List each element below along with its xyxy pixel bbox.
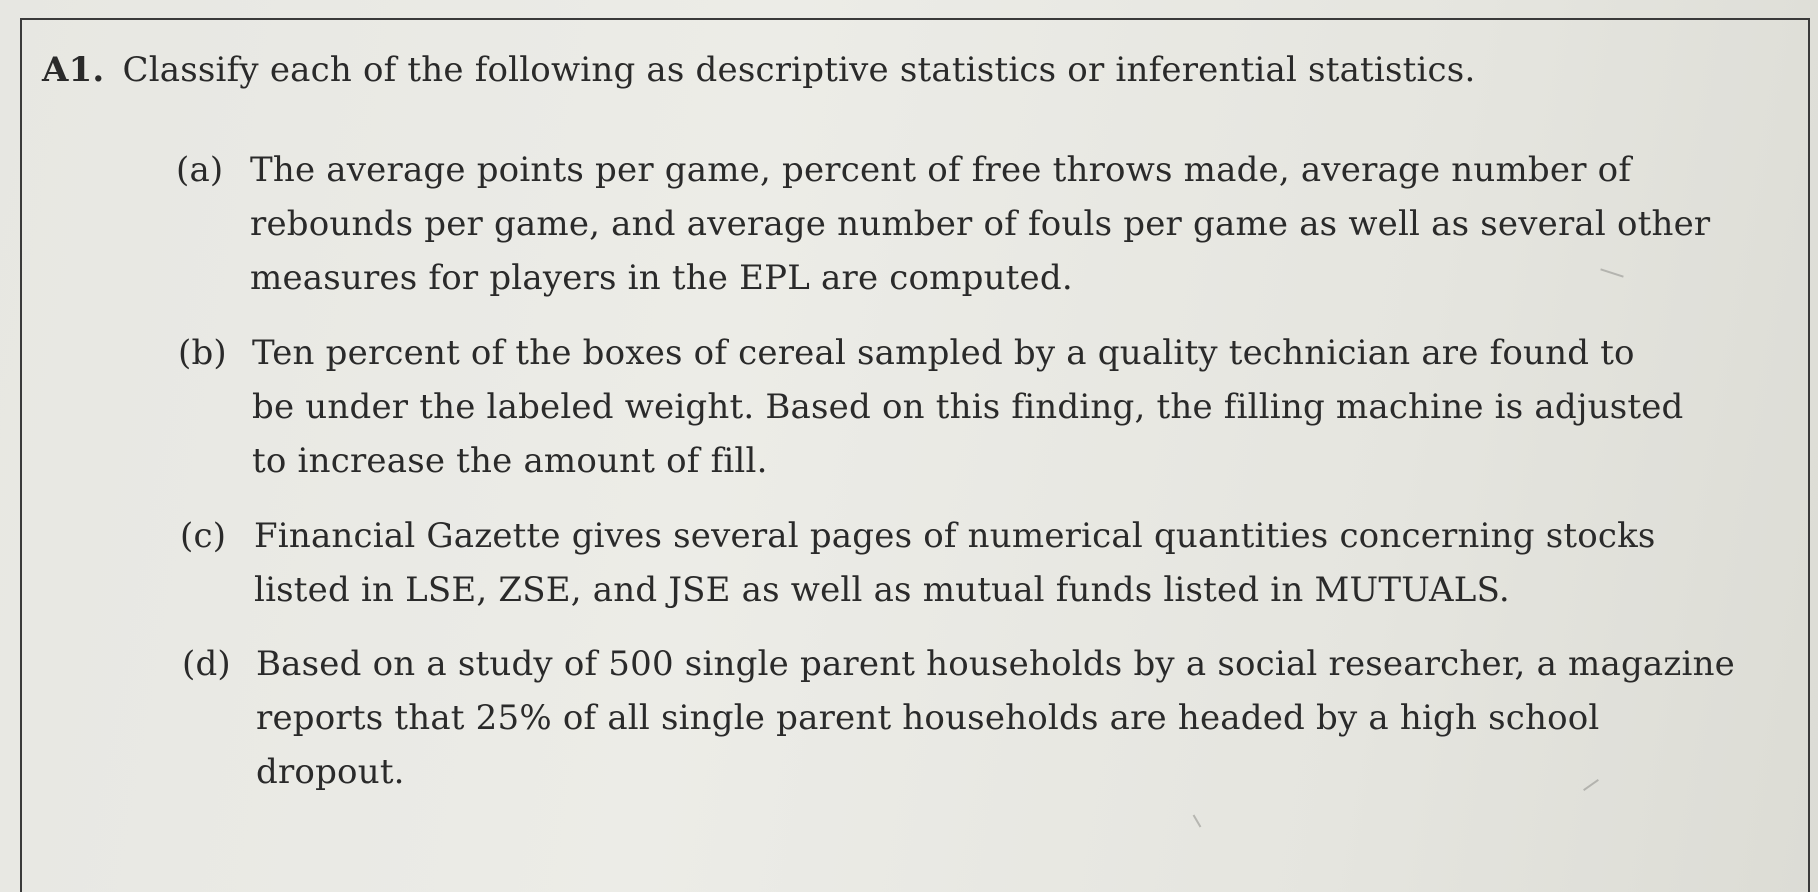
frame-top-border	[20, 18, 1810, 20]
pen-mark	[1193, 814, 1202, 827]
question-prompt: Classify each of the following as descriptive statistics or inferential statistics.	[122, 50, 1476, 90]
question-number: A1.	[42, 50, 105, 90]
part-text-line: Ten percent of the boxes of cereal sampled by a quality technician are found to	[252, 333, 1635, 373]
part-text-line: measures for players in the EPL are computed.	[250, 258, 1073, 298]
part-text-line: Based on a study of 500 single parent households by a social researcher, a magazine	[256, 644, 1735, 684]
part-text-line: reports that 25% of all single parent households are headed by a high school	[256, 698, 1600, 738]
part-label: (a)	[176, 150, 224, 190]
question-part-b	[178, 326, 1684, 488]
question-part-a	[176, 143, 1711, 305]
part-text-line: be under the labeled weight. Based on this finding, the filling machine is adjusted	[252, 387, 1684, 427]
frame-right-border	[1808, 18, 1810, 892]
part-text-line: Financial Gazette gives several pages of numerical quantities concerning stocks	[254, 516, 1656, 556]
part-text-line: listed in LSE, ZSE, and JSE as well as mutual funds listed in MUTUALS.	[254, 570, 1510, 610]
part-label: (c)	[180, 516, 227, 556]
part-text-line: rebounds per game, and average number of fouls per game as well as several other	[250, 204, 1711, 244]
part-label: (d)	[182, 644, 231, 684]
question-part-d	[182, 637, 1735, 799]
frame-left-border	[20, 18, 22, 892]
part-text-line: to increase the amount of fill.	[252, 441, 768, 481]
question-heading	[42, 48, 1475, 92]
part-text-line: The average points per game, percent of free throws made, average number of	[250, 150, 1632, 190]
part-text-line: dropout.	[256, 752, 405, 792]
part-label: (b)	[178, 333, 227, 373]
question-part-c	[180, 509, 1656, 617]
